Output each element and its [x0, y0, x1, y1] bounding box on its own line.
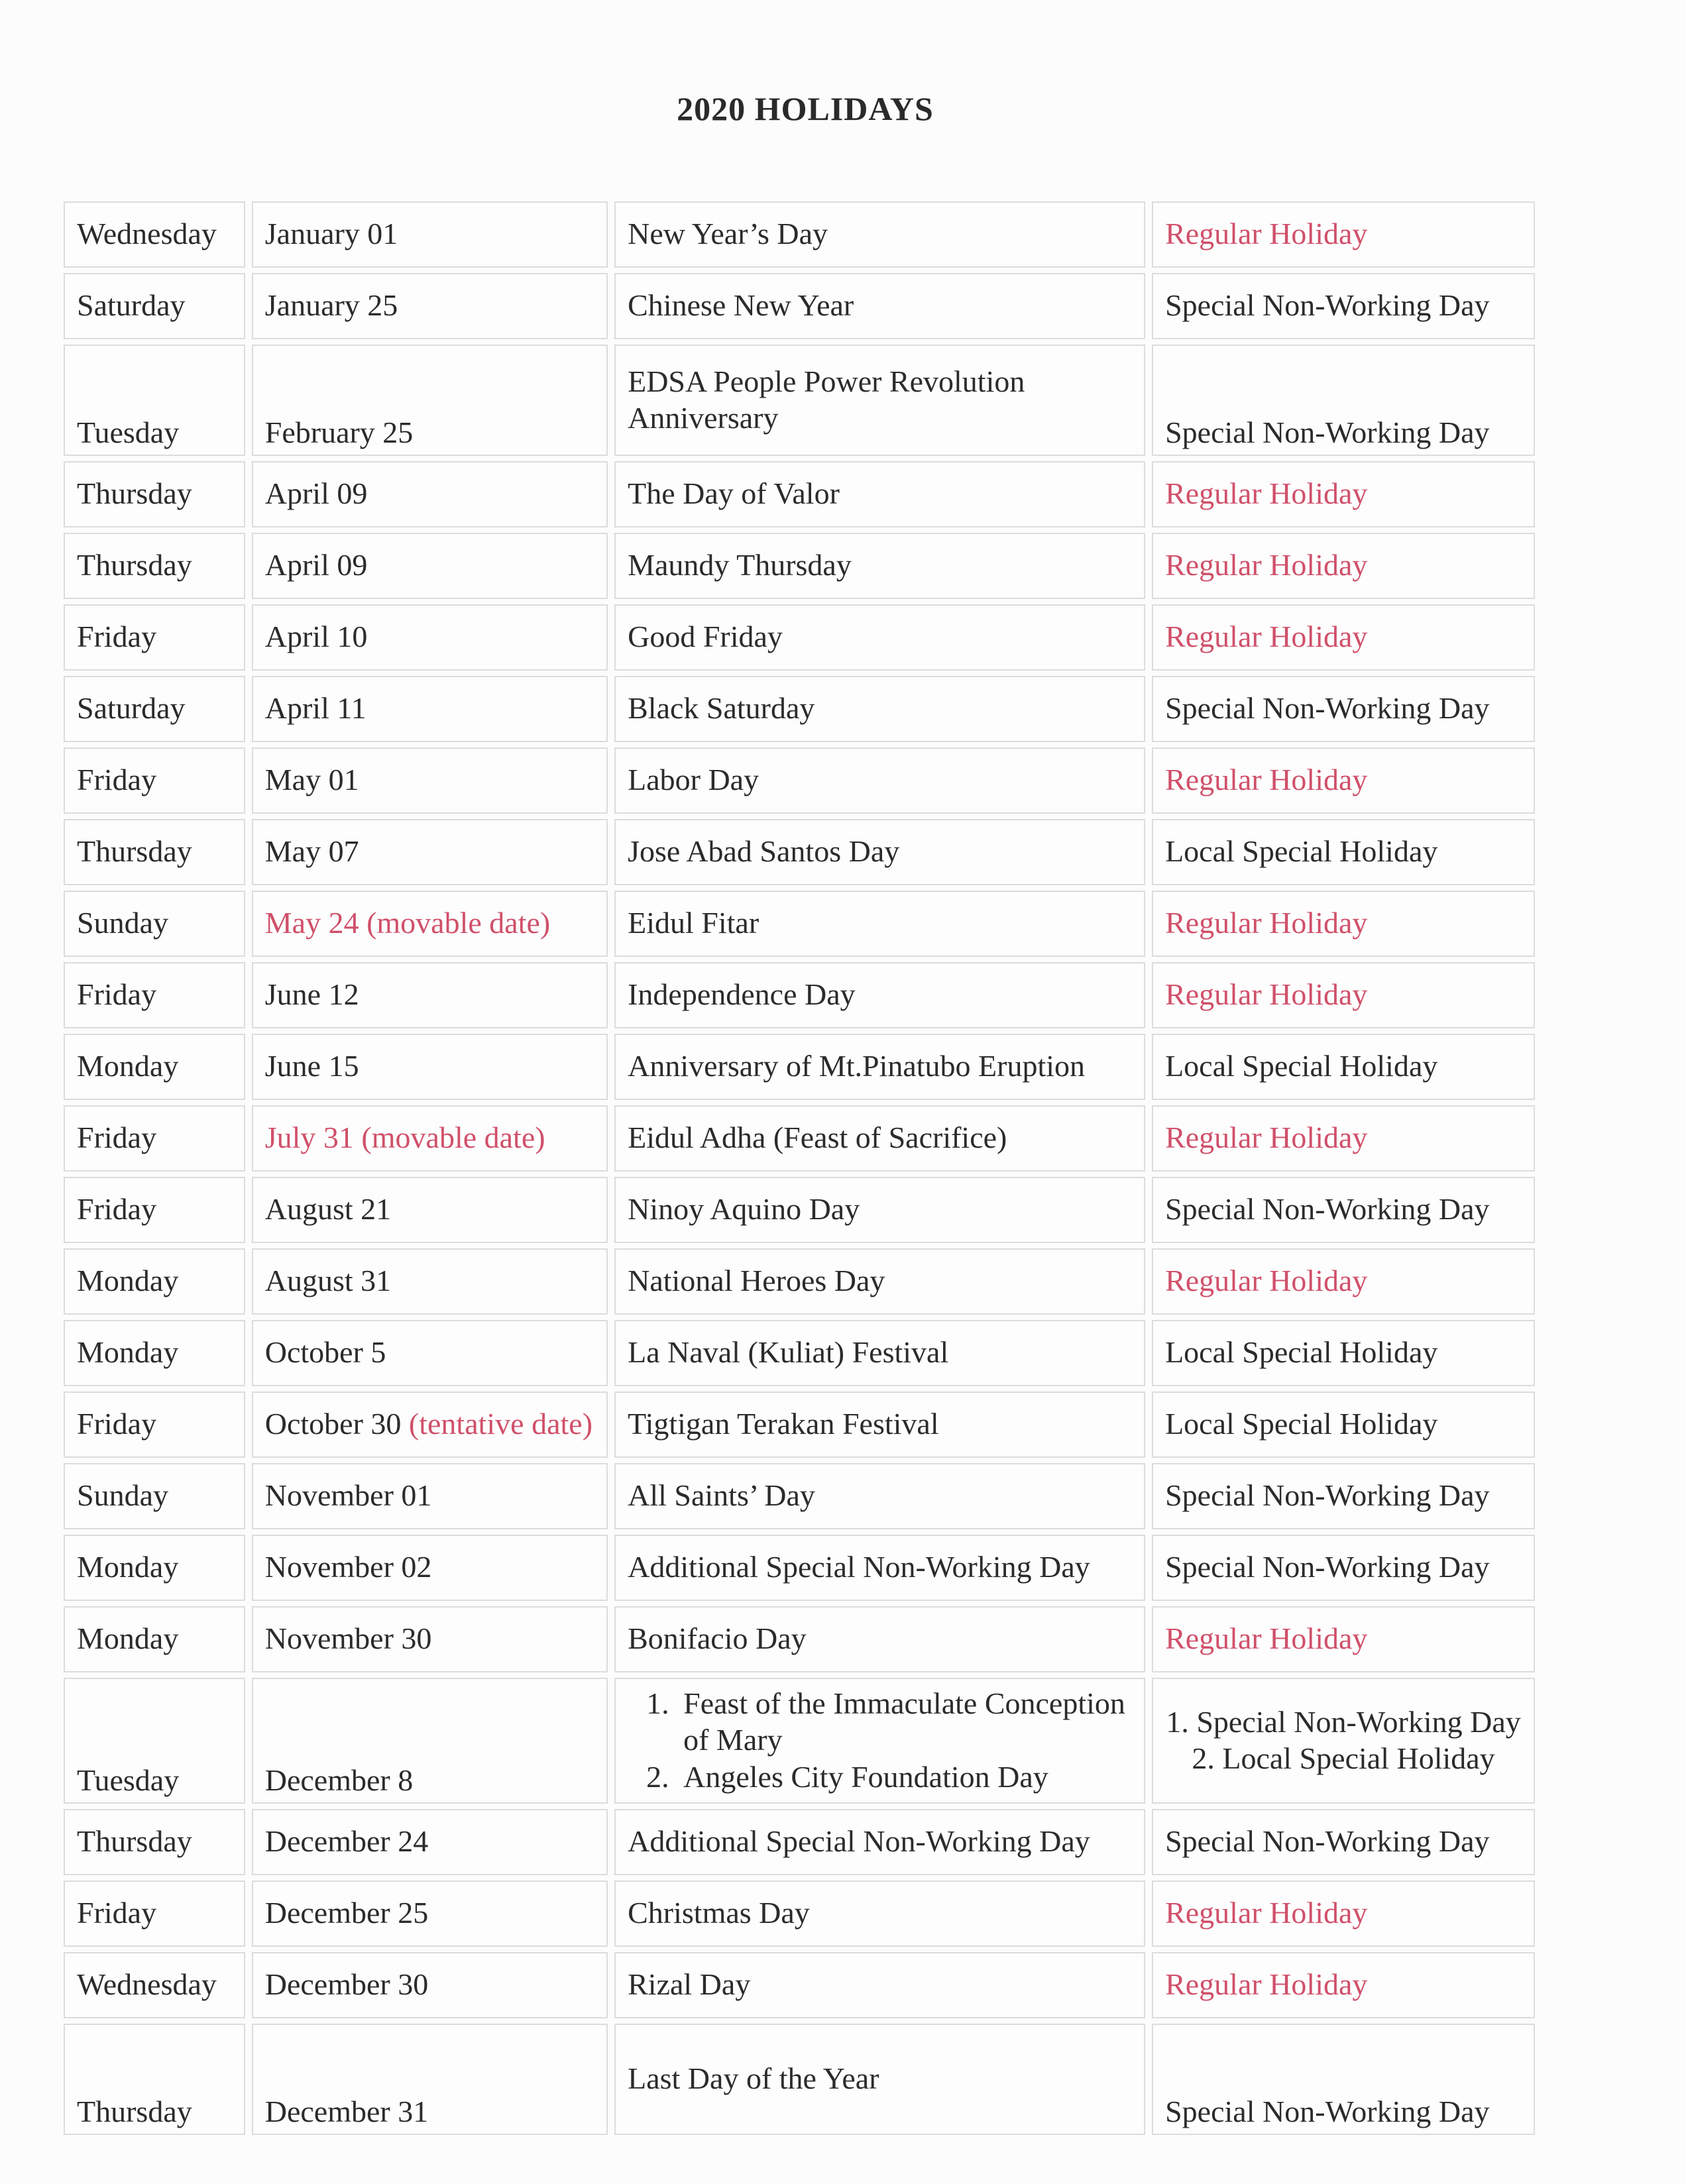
type-cell: Special Non-Working Day [1152, 273, 1535, 339]
table-row [64, 1952, 1535, 2018]
event-cell: Good Friday [614, 604, 1145, 671]
day-cell: Tuesday [64, 1678, 245, 1804]
day-cell: Friday [64, 1881, 245, 1947]
date-cell: April 09 [252, 461, 608, 527]
table-row [64, 1177, 1535, 1243]
date-cell: July 31 (movable date) [252, 1105, 608, 1172]
table-row [64, 1809, 1535, 1875]
day-cell: Wednesday [64, 1952, 245, 2018]
type-cell: Regular Holiday [1152, 747, 1535, 814]
day-cell: Friday [64, 1177, 245, 1243]
table-row [64, 891, 1535, 957]
date-cell: February 25 [252, 345, 608, 456]
table-row [64, 273, 1535, 339]
type-cell: Regular Holiday [1152, 604, 1535, 671]
type-list [1165, 1704, 1522, 1776]
day-cell: Friday [64, 962, 245, 1028]
type-cell: Local Special Holiday [1152, 1392, 1535, 1458]
day-cell: Thursday [64, 819, 245, 885]
table-row [64, 533, 1535, 599]
day-cell: Monday [64, 1535, 245, 1601]
day-cell: Saturday [64, 676, 245, 742]
table-row [64, 1320, 1535, 1386]
event-cell: National Heroes Day [614, 1248, 1145, 1315]
type-cell: Regular Holiday [1152, 962, 1535, 1028]
date-cell: December 31 [252, 2024, 608, 2135]
day-cell: Thursday [64, 2024, 245, 2135]
date-cell: January 01 [252, 201, 608, 268]
day-cell: Monday [64, 1606, 245, 1672]
date-note: (tentative date) [408, 1407, 593, 1441]
document-title: 2020 HOLIDAYS [677, 90, 934, 127]
type-cell: Regular Holiday [1152, 1606, 1535, 1672]
list-item: 2. Angeles City Foundation Day [677, 1759, 1132, 1795]
type-cell: Regular Holiday [1152, 1881, 1535, 1947]
type-cell: Local Special Holiday [1152, 1320, 1535, 1386]
day-cell: Wednesday [64, 201, 245, 268]
event-cell: Independence Day [614, 962, 1145, 1028]
type-cell: Special Non-Working Day [1152, 2024, 1535, 2135]
event-cell: Black Saturday [614, 676, 1145, 742]
date-cell: June 12 [252, 962, 608, 1028]
date-cell: August 31 [252, 1248, 608, 1315]
type-cell: Regular Holiday [1152, 891, 1535, 957]
date-cell: November 01 [252, 1463, 608, 1529]
type-cell: Special Non-Working Day [1152, 1535, 1535, 1601]
type-cell: Local Special Holiday [1152, 1034, 1535, 1100]
event-list [628, 1685, 1132, 1795]
day-cell: Thursday [64, 533, 245, 599]
event-cell: Anniversary of Mt.Pinatubo Eruption [614, 1034, 1145, 1100]
date-cell: December 30 [252, 1952, 608, 2018]
day-cell: Monday [64, 1320, 245, 1386]
date-cell: June 15 [252, 1034, 608, 1100]
type-cell: Special Non-Working Day [1152, 676, 1535, 742]
type-cell: Regular Holiday [1152, 533, 1535, 599]
date-cell: January 25 [252, 273, 608, 339]
date-cell: December 8 [252, 1678, 608, 1804]
list-item: 2. Local Special Holiday [1192, 1741, 1495, 1775]
day-cell: Friday [64, 1392, 245, 1458]
table-row [64, 1881, 1535, 1947]
type-cell: Special Non-Working Day [1152, 1809, 1535, 1875]
day-cell: Sunday [64, 1463, 245, 1529]
day-cell: Thursday [64, 1809, 245, 1875]
day-cell: Monday [64, 1034, 245, 1100]
table-row [64, 1105, 1535, 1172]
event-cell: Bonifacio Day [614, 1606, 1145, 1672]
date-cell: May 01 [252, 747, 608, 814]
day-cell: Friday [64, 604, 245, 671]
date-cell: April 09 [252, 533, 608, 599]
day-cell: Friday [64, 747, 245, 814]
table-row [64, 819, 1535, 885]
event-cell: EDSA People Power Revolution Anniversary [614, 345, 1145, 456]
event-cell: Ninoy Aquino Day [614, 1177, 1145, 1243]
event-cell: Additional Special Non-Working Day [614, 1809, 1145, 1875]
table-row [64, 1034, 1535, 1100]
event-cell: Jose Abad Santos Day [614, 819, 1145, 885]
date-cell: November 30 [252, 1606, 608, 1672]
date-cell: December 25 [252, 1881, 608, 1947]
date-cell: May 24 (movable date) [252, 891, 608, 957]
date-text: October 30 [264, 1407, 402, 1441]
event-cell: Eidul Adha (Feast of Sacrifice) [614, 1105, 1145, 1172]
type-cell: Special Non-Working Day [1152, 1177, 1535, 1243]
table-row [64, 461, 1535, 527]
date-cell: April 10 [252, 604, 608, 671]
event-cell: Christmas Day [614, 1881, 1145, 1947]
event-cell: Labor Day [614, 747, 1145, 814]
event-cell: Additional Special Non-Working Day [614, 1535, 1145, 1601]
event-cell: Maundy Thursday [614, 533, 1145, 599]
table-row [64, 1606, 1535, 1672]
table-row [64, 345, 1535, 456]
day-cell: Tuesday [64, 345, 245, 456]
table-row [64, 1535, 1535, 1601]
table-row [64, 2024, 1535, 2135]
table-row [64, 676, 1535, 742]
event-cell: New Year’s Day [614, 201, 1145, 268]
table-row [64, 1678, 1535, 1804]
type-cell: Regular Holiday [1152, 201, 1535, 268]
event-cell: Tigtigan Terakan Festival [614, 1392, 1145, 1458]
type-cell: Regular Holiday [1152, 1952, 1535, 2018]
type-cell: Local Special Holiday [1152, 819, 1535, 885]
type-cell: Regular Holiday [1152, 1105, 1535, 1172]
date-cell: April 11 [252, 676, 608, 742]
event-cell: Rizal Day [614, 1952, 1145, 2018]
day-cell: Sunday [64, 891, 245, 957]
type-cell: Special Non-Working Day [1152, 1463, 1535, 1529]
event-cell: La Naval (Kuliat) Festival [614, 1320, 1145, 1386]
date-cell: November 02 [252, 1535, 608, 1601]
table-row [64, 962, 1535, 1028]
date-cell: October 5 [252, 1320, 608, 1386]
day-cell: Monday [64, 1248, 245, 1315]
date-cell [252, 1392, 608, 1458]
event-cell: The Day of Valor [614, 461, 1145, 527]
table-row [64, 1248, 1535, 1315]
type-cell: Special Non-Working Day [1152, 345, 1535, 456]
event-cell: Last Day of the Year [614, 2024, 1145, 2135]
event-cell: Chinese New Year [614, 273, 1145, 339]
event-cell: Eidul Fitar [614, 891, 1145, 957]
day-cell: Thursday [64, 461, 245, 527]
type-cell: Regular Holiday [1152, 1248, 1535, 1315]
list-item: 1. Special Non-Working Day [1166, 1704, 1521, 1739]
table-row [64, 604, 1535, 671]
day-cell: Saturday [64, 273, 245, 339]
holiday-table [57, 196, 1542, 2140]
event-cell: All Saints’ Day [614, 1463, 1145, 1529]
table-row [64, 747, 1535, 814]
date-cell: August 21 [252, 1177, 608, 1243]
table-row [64, 201, 1535, 268]
table-row [64, 1463, 1535, 1529]
list-item: 1. Feast of the Immaculate Conception of Mary [677, 1685, 1132, 1758]
type-cell: Regular Holiday [1152, 461, 1535, 527]
type-cell [1152, 1678, 1535, 1804]
event-cell [614, 1678, 1145, 1804]
day-cell: Friday [64, 1105, 245, 1172]
table-row [64, 1392, 1535, 1458]
date-cell: December 24 [252, 1809, 608, 1875]
date-cell: May 07 [252, 819, 608, 885]
